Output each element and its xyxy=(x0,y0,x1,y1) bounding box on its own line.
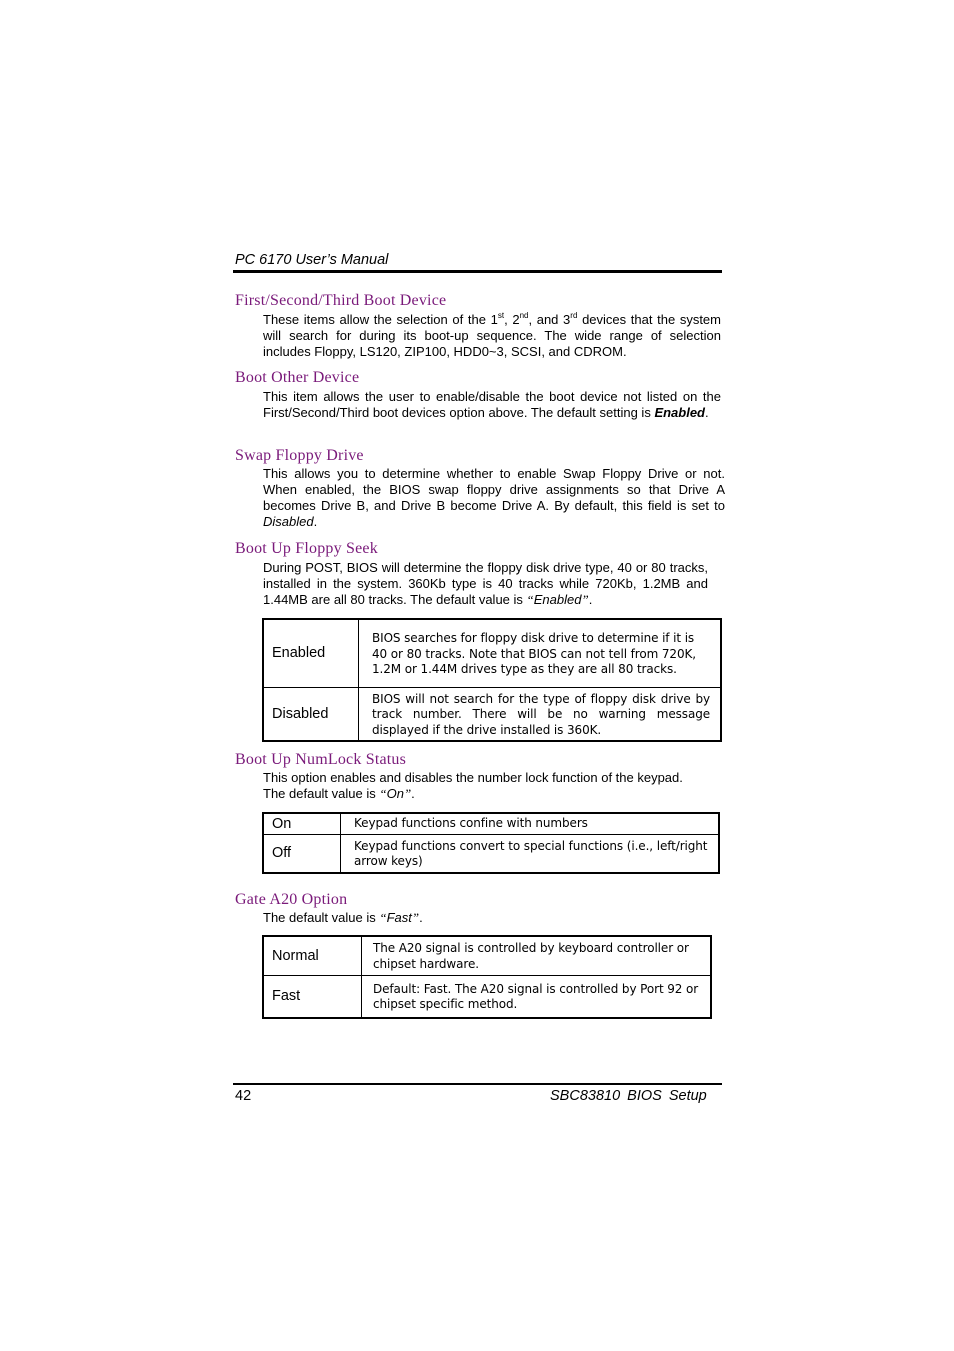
table-row xyxy=(263,834,719,873)
default-value: Disabled xyxy=(263,514,314,529)
section-body-boot-other-device: This item allows the user to enable/disable the boot device not listed on the First/Second/Third boot devices option above. The default setting is Enabled. xyxy=(263,389,721,420)
option-description: Keypad functions confine with numbers xyxy=(341,813,720,834)
option-name: Off xyxy=(263,834,341,873)
default-value: On xyxy=(386,786,404,801)
table-row xyxy=(263,687,721,741)
section-body-swap-floppy: This allows you to determine whether to enable Swap Floppy Drive or not. When enabled, the BIOS swap floppy drive assignments so that Drive A becomes Drive B, and Drive B become Drive A. By default, this field is set to Disabled. xyxy=(263,466,725,529)
section-heading-gate-a20: Gate A20 Option xyxy=(235,891,348,908)
default-value: Enabled xyxy=(533,592,582,607)
option-name: On xyxy=(263,813,341,834)
section-body-numlock: This option enables and disables the number lock function of the keypad. The default value is “On”. xyxy=(263,770,683,801)
table-row xyxy=(263,936,711,975)
table-row xyxy=(263,975,711,1018)
option-name: Disabled xyxy=(263,687,359,741)
option-name: Normal xyxy=(263,936,362,975)
option-name: Fast xyxy=(263,975,362,1018)
footer-rule xyxy=(233,1083,722,1085)
option-description: Default: Fast. The A20 signal is controlled by Port 92 or chipset specific method. xyxy=(362,975,712,1018)
option-description: The A20 signal is controlled by keyboard controller or chipset hardware. xyxy=(362,936,712,975)
table-row xyxy=(263,813,719,834)
gate-a20-options-table xyxy=(262,935,712,1019)
option-description: BIOS searches for floppy disk drive to determine if it is 40 or 80 tracks. Note that BIOS can not tell from 720K, 1.2M or 1.44M drives type as they are all 80 tracks. xyxy=(359,619,722,687)
section-heading-boot-other-device: Boot Other Device xyxy=(235,369,360,386)
table-row xyxy=(263,619,721,687)
option-description: Keypad functions convert to special functions (i.e., left/right arrow keys) xyxy=(341,834,720,873)
option-name: Enabled xyxy=(263,619,359,687)
page-number: 42 xyxy=(235,1088,252,1104)
default-value: Enabled xyxy=(654,405,706,420)
section-heading-floppy-seek: Boot Up Floppy Seek xyxy=(235,540,378,557)
section-heading-boot-device: First/Second/Third Boot Device xyxy=(235,292,447,309)
section-body-floppy-seek: During POST, BIOS will determine the floppy disk drive type, 40 or 80 tracks, installed in the system. 360Kb type is 40 tracks while 720Kb, 1.2MB and 1.44MB are all 80 tracks. The default value is “Enabled”. xyxy=(263,560,708,607)
section-heading-numlock: Boot Up NumLock Status xyxy=(235,751,407,768)
section-body-boot-device: These items allow the selection of the 1st, 2nd, and 3rd devices that the system will search for during its boot-up sequence. The wide range of selection includes Floppy, LS120, ZIP100, HDD0~3, SCSI, and CDROM. xyxy=(263,311,721,359)
option-description: BIOS will not search for the type of floppy disk drive by track number. There will be no warning message displayed if the drive installed is 360K. xyxy=(359,687,722,741)
floppy-seek-options-table xyxy=(262,618,722,742)
numlock-options-table xyxy=(262,812,720,874)
running-header-title: PC 6170 User’s Manual xyxy=(235,252,389,268)
default-value: Fast xyxy=(386,910,412,925)
section-body-gate-a20: The default value is “Fast”. xyxy=(263,910,423,925)
header-rule xyxy=(233,270,722,273)
section-heading-swap-floppy: Swap Floppy Drive xyxy=(235,447,364,464)
footer-title: SBC83810 BIOS Setup xyxy=(550,1088,707,1104)
